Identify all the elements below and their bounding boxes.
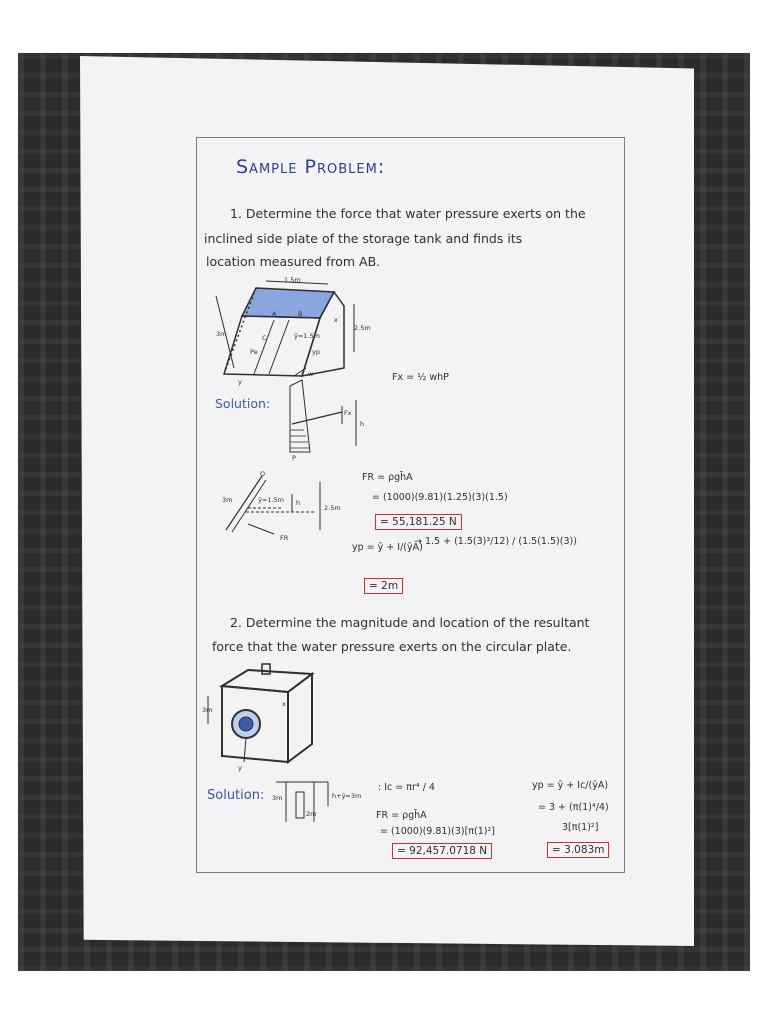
yp-result-1: = 2m — [364, 578, 403, 594]
box-left-label: 3m — [202, 706, 213, 714]
circle-plate-diagram-labels — [272, 774, 372, 828]
tank-x-label: x — [334, 316, 338, 324]
fr-result-2: = 92,457.0718 N — [392, 843, 492, 859]
incline-fr-label: FR — [280, 534, 289, 542]
incline-left-label: 3m — [222, 496, 233, 504]
problem1-line1: 1. Determine the force that water pressure exerts on the — [230, 206, 586, 221]
incline-figure-labels — [222, 472, 352, 542]
yp-formula-1: yp = ȳ + I/(ȳA) — [352, 542, 423, 553]
fx-formula: Fx = ½ whP — [392, 372, 449, 383]
ic-formula: : Ic = πr⁴ / 4 — [378, 782, 435, 793]
yp-calc-1: → 1.5 + (1.5(3)³/12) / (1.5(1.5)(3)) — [414, 536, 577, 547]
incline-right-label: 2.5m — [324, 504, 341, 512]
yp-formula-2: yp = ȳ + Ic/(ȳA) — [532, 780, 609, 791]
p-label: P — [292, 454, 296, 462]
tank-right-height-label: 2.5m — [354, 324, 371, 332]
w-label: w — [308, 370, 314, 378]
fr-formula-1: FR = ρgh̄A — [362, 472, 413, 483]
fx-label: Fx — [344, 409, 352, 417]
yp-calc-2b: 3[π(1)²] — [562, 822, 599, 833]
yp-result-2: = 3.083m — [547, 842, 609, 858]
tank-a-label: A — [272, 310, 277, 318]
circle-a-label: 3m — [272, 794, 283, 802]
tank-pe-label: Pe — [250, 348, 258, 356]
tank-left-height-label: 3m — [216, 330, 227, 338]
problem1-line3: location measured from AB. — [206, 254, 381, 269]
yp-calc-2a: = 3 + (π(1)⁴/4) — [538, 802, 609, 813]
box-y-label: y — [238, 764, 242, 772]
tank-y-label: y — [238, 378, 242, 386]
problem2-line1: 2. Determine the magnitude and location of the resultant — [230, 615, 590, 630]
fr-calc-2: = (1000)(9.81)(3)[π(1)²] — [380, 826, 495, 837]
tank-b-label: B — [298, 310, 303, 318]
box-x-label: x — [282, 700, 286, 708]
problem1-line2: inclined side plate of the storage tank and finds its — [204, 231, 523, 246]
fr-formula-2: FR = ρgh̄A — [376, 810, 427, 821]
tank-c-label: C — [262, 334, 267, 342]
fr-result-1: = 55,181.25 N — [375, 514, 462, 530]
box-figure-labels — [200, 662, 320, 770]
incline-h-label: h — [296, 499, 301, 507]
pressure-diagram-labels — [280, 366, 370, 460]
problem2-line2: force that the water pressure exerts on the circular plate. — [212, 639, 572, 654]
tank-yp-label: yp — [312, 348, 320, 356]
solution2-label: Solution: — [207, 788, 265, 803]
incline-ybar-label: ȳ=1.5m — [258, 496, 284, 504]
tank-width-label: 1.5m — [284, 276, 301, 284]
h-label: h — [360, 420, 365, 428]
incline-o-label: O — [260, 470, 266, 478]
page-title: Sample Problem: — [236, 156, 386, 178]
fr-calc-1: = (1000)(9.81)(1.25)(3)(1.5) — [372, 492, 508, 503]
circle-b-label: 2m — [306, 810, 317, 818]
circle-c-label: h+ȳ=3m — [332, 792, 362, 800]
tank-ybar-label: ȳ=1.5m — [294, 332, 320, 340]
solution1-label: Solution: — [215, 396, 271, 411]
